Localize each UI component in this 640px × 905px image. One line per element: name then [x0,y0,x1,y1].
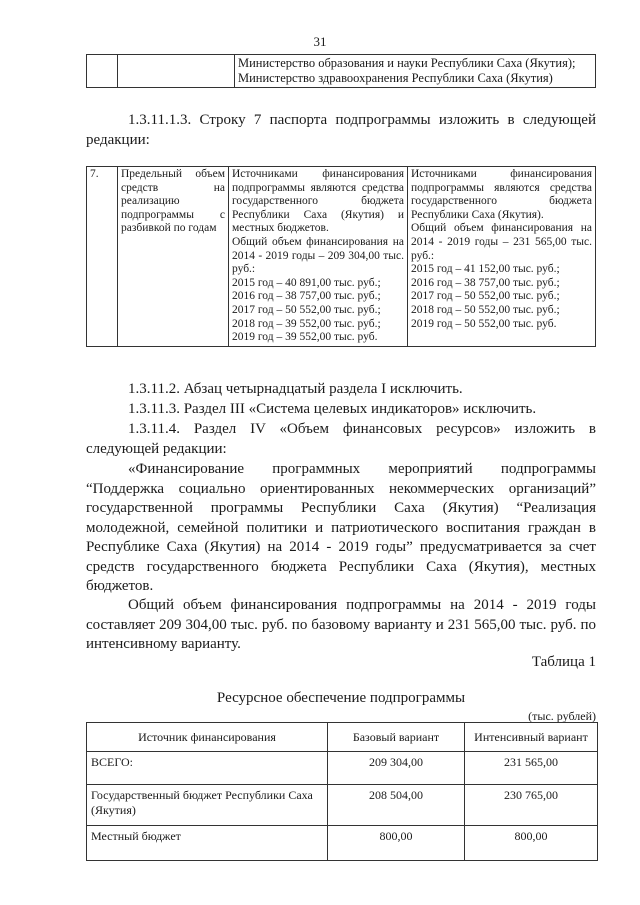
year-line: 2017 год – 50 552,00 тыс. руб.; [411,290,560,303]
financing-total-text: Общий объем финансирования на 2014 - 2019 годы – 209 304,00 тыс. руб.: [232,235,404,276]
table-title: Ресурсное обеспечение подпрограммы [216,690,466,706]
ministries-table [86,54,596,88]
year-line: 2016 год – 38 757,00 тыс. руб.; [411,276,560,289]
passport-table [86,166,596,347]
table-cell: 209 304,00 [328,752,465,785]
paragraph: 1.3.11.4. Раздел IV «Объем финансовых ресурсов» изложить в следующей редакции: [86,421,596,457]
table-label: Таблица 1 [531,654,596,670]
year-line: 2015 год – 41 152,00 тыс. руб.; [411,263,560,276]
year-line: 2016 год – 38 757,00 тыс. руб.; [232,290,381,303]
table-cell: 800,00 [328,826,465,861]
table-row [87,785,598,826]
year-line: 2018 год – 39 552,00 тыс. руб.; [232,317,381,330]
column-header: Интенсивный вариант [465,723,598,752]
table-row [87,826,598,861]
ministry-line: Министерство образования и науки Республики Саха (Якутия); [238,56,576,70]
intensive-variant-cell [408,167,596,347]
year-line: 2017 год – 50 552,00 тыс. руб.; [232,303,381,316]
financing-total-text: Общий объем финансирования на 2014 - 2019 годы – 231 565,00 тыс. руб.: [411,222,592,262]
financing-sources-text: Источниками финансирования подпрограммы являются средства государственного бюджета Республики Саха (Якутия) и местных бюджетов. [232,168,404,235]
paragraph: 1.3.11.2. Абзац четырнадцатый раздела I исключить. [128,381,463,397]
table-unit: (тыс. рублей) [528,709,596,723]
table-cell: 208 504,00 [328,785,465,826]
page-number: 31 [313,34,327,49]
year-line: 2015 год – 40 891,00 тыс. руб.; [232,276,381,289]
column-header: Базовый вариант [328,723,465,752]
resource-table [86,722,598,861]
table-cell: 231 565,00 [465,752,598,785]
table-row [87,752,598,785]
year-line: 2018 год – 50 552,00 тыс. руб.; [411,303,560,316]
table-cell: ВСЕГО: [87,752,328,785]
paragraph: 1.3.11.3. Раздел III «Система целевых индикаторов» исключить. [128,401,537,417]
table-row [87,167,596,347]
ministries-cell [235,55,596,88]
row-label: Предельный объем средств на реализацию подпрограммы с разбивкой по годам [118,167,229,347]
table-cell [87,55,118,88]
ministry-line: Министерство здравоохранения Республики Саха (Якутия) [238,71,553,85]
financing-sources-text: Источниками финансирования подпрограммы являются средства государственного бюджета Республики Саха (Якутия). [411,168,592,221]
table-cell: 230 765,00 [465,785,598,826]
table-row [87,55,596,88]
year-line: 2019 год – 39 552,00 тыс. руб. [232,331,378,344]
paragraph: Общий объем финансирования подпрограммы на 2014 - 2019 годы составляет 209 304,00 тыс. руб. по базовому варианту и 231 565,00 тыс. руб. по интенсивному варианту. [86,597,596,652]
base-variant-cell [229,167,408,347]
paragraph: 1.3.11.1.3. Строку 7 паспорта подпрограммы изложить в следующей редакции: [86,112,596,148]
table-cell: 800,00 [465,826,598,861]
column-header: Источник финансирования [87,723,328,752]
paragraph: «Финансирование программных мероприятий подпрограммы “Поддержка социально ориентированных некоммерческих организаций” государственной программы Республики Саха (Якутия) “Реализация молодежной, семейной политики и патриотического воспитания граждан в Республике Саха (Якутия) на 2014 - 2019 годы” предусматривается за счет средств государственного бюджета Республики Саха (Якутия), местных бюджетов. [86,461,596,594]
row-number: 7. [87,167,118,347]
table-cell: Государственный бюджет Республики Саха (Якутия) [87,785,328,826]
table-cell: Местный бюджет [87,826,328,861]
year-line: 2019 год – 50 552,00 тыс. руб. [411,317,557,330]
table-header-row [87,723,598,752]
table-cell [118,55,235,88]
